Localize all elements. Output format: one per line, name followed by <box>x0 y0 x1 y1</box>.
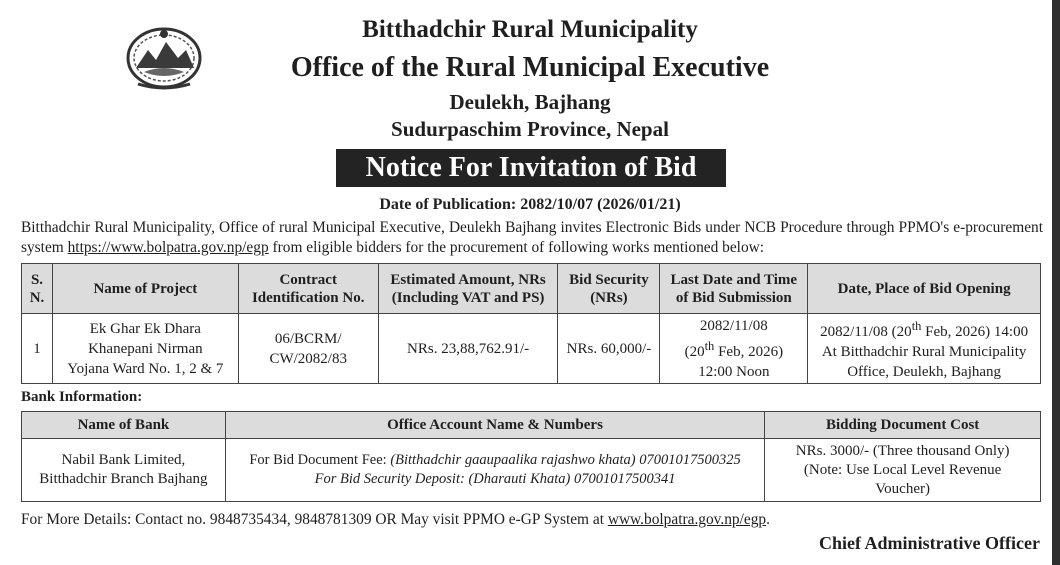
cell-sn: 1 <box>22 314 53 384</box>
col-estimated-amount: Estimated Amount, NRs (Including VAT and PS) <box>378 264 558 314</box>
col-bank-name: Name of Bank <box>22 412 226 439</box>
cell-bid-security: NRs. 60,000/- <box>558 314 660 384</box>
bank-info-label: Bank Information: <box>21 389 143 405</box>
table-row <box>22 439 1041 502</box>
cell-bank-name: Nabil Bank Limited, Bitthadchir Branch Bajhang <box>22 439 226 502</box>
cell-document-cost: NRs. 3000/- (Three thousand Only) (Note: Use Local Level Revenue Voucher) <box>765 439 1041 502</box>
col-contract-id: Contract Identification No. <box>238 264 378 314</box>
cell-project: Ek Ghar Ek Dhara Khanepani Nirman Yojana Ward No. 1, 2 & 7 <box>52 314 238 384</box>
intro-text: Bitthadchir Rural Municipality, Office of rural Municipal Executive, Deulekh Bajhang invites Electronic Bids under NCB Procedure through PPMO's e-procurement system <box>21 219 1043 256</box>
table-row <box>22 314 1041 384</box>
page-edge-shadow <box>1052 0 1060 565</box>
publication-date: Date of Publication: 2082/10/07 (2026/01/21) <box>379 196 681 213</box>
contact-details: For More Details: Contact no. 9848735434, 9848781309 OR May visit PPMO e-GP System at www.bolpatra.gov.np/egp. <box>21 511 770 528</box>
cell-estimated-amount: NRs. 23,88,762.91/- <box>378 314 558 384</box>
egp-link-footer[interactable]: www.bolpatra.gov.np/egp <box>607 511 767 528</box>
cell-contract-id: 06/BCRM/ CW/2082/83 <box>238 314 378 384</box>
col-bid-opening: Date, Place of Bid Opening <box>808 264 1041 314</box>
contact-text: For More Details: Contact no. 9848735434, 9848781309 OR May visit PPMO e-GP System at <box>21 511 608 528</box>
bid-table <box>21 263 1041 384</box>
intro-text-end: from eligible bidders for the procurement of following works mentioned below: <box>268 239 765 256</box>
municipality-name: Bitthadchir Rural Municipality <box>362 16 698 43</box>
col-submission-deadline: Last Date and Time of Bid Submission <box>660 264 808 314</box>
col-sn: S. N. <box>22 264 53 314</box>
col-project: Name of Project <box>52 264 238 314</box>
office-name: Office of the Rural Municipal Executive <box>290 52 770 83</box>
province-name: Sudurpaschim Province, Nepal <box>391 117 669 141</box>
signatory-title: Chief Administrative Officer <box>819 533 1040 553</box>
cell-submission-deadline: 2082/11/08 (20th Feb, 2026) 12:00 Noon <box>660 314 808 384</box>
bid-table-header <box>22 264 1041 314</box>
intro-paragraph <box>21 218 1043 258</box>
col-document-cost: Bidding Document Cost <box>765 412 1041 439</box>
egp-link[interactable]: https://www.bolpatra.gov.np/egp <box>67 239 269 256</box>
office-location: Deulekh, Bajhang <box>449 90 611 114</box>
notice-title: Notice For Invitation of Bid <box>336 149 726 187</box>
col-account: Office Account Name & Numbers <box>225 412 764 439</box>
bank-table <box>21 411 1041 502</box>
cell-account: For Bid Document Fee: (Bitthadchir gaaupaalika rajashwo khata) 07001017500325 For Bid Security Deposit: (Dharauti Khata) 07001017500341 <box>225 439 764 502</box>
cell-bid-opening: 2082/11/08 (20th Feb, 2026) 14:00 At Bitthadchir Rural Municipality Office, Deulekh, Bajhang <box>808 314 1041 384</box>
col-bid-security: Bid Security (NRs) <box>558 264 660 314</box>
bank-table-header <box>22 412 1041 439</box>
